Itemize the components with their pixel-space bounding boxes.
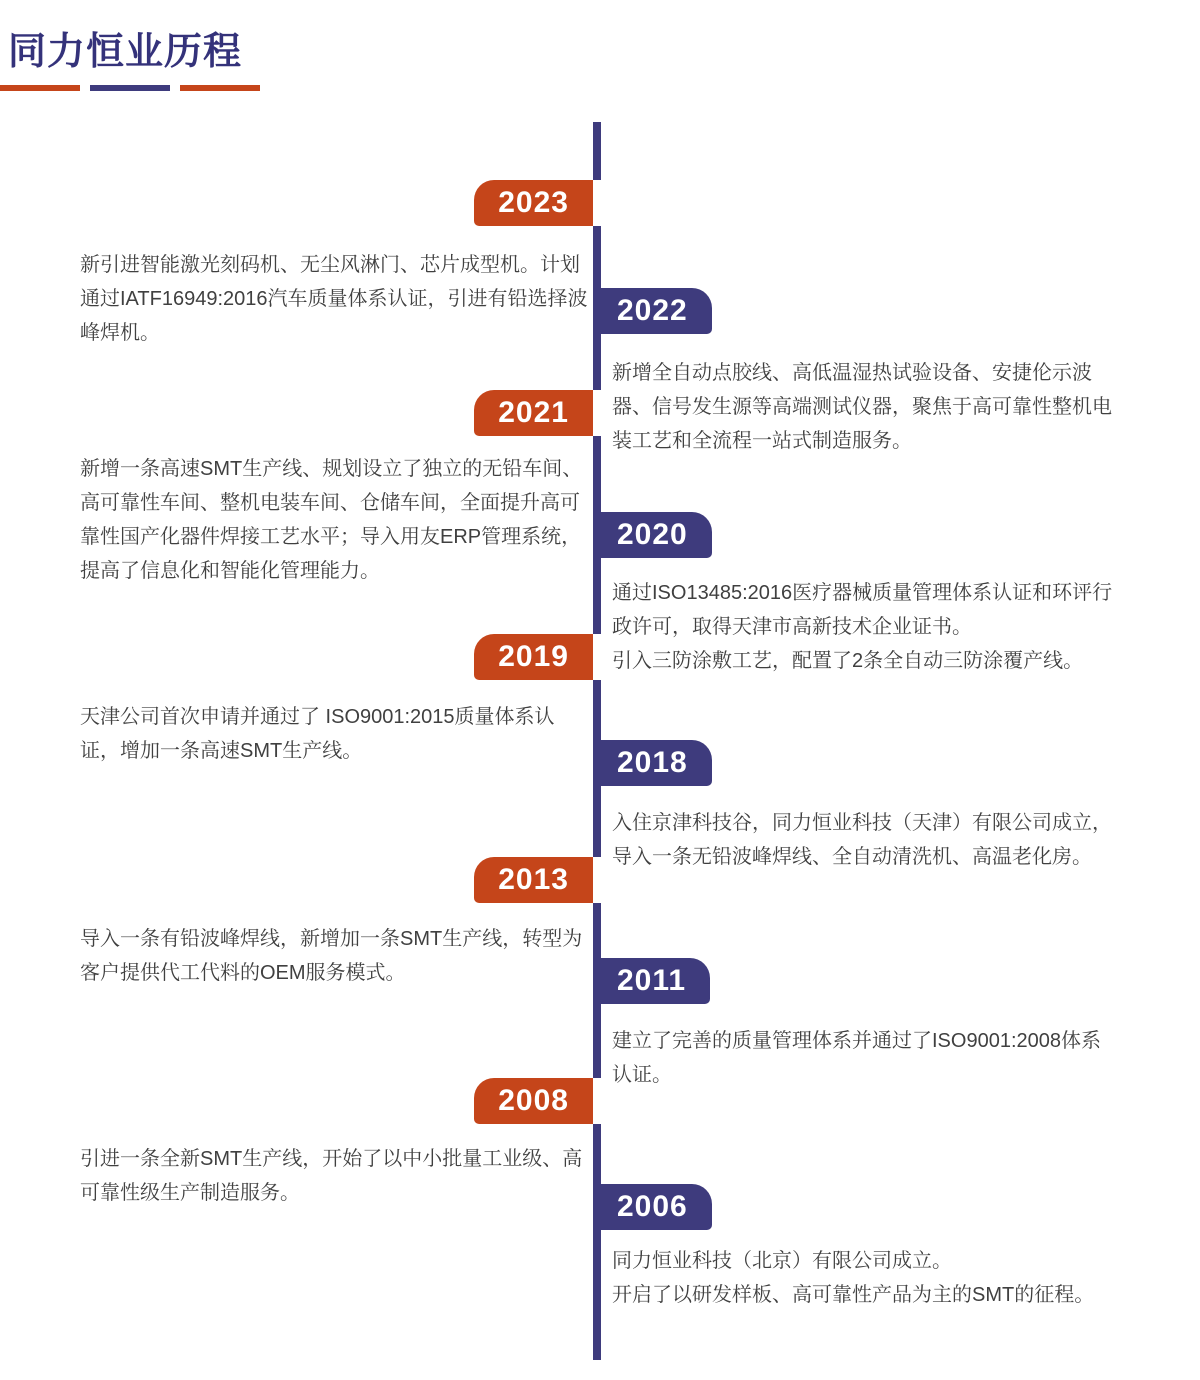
milestone-text	[80, 700, 593, 768]
underline-dash-indigo	[90, 85, 170, 91]
timeline-entry-2022	[593, 288, 1123, 458]
year-badge: 2020	[593, 512, 712, 558]
milestone-paragraph: 建立了完善的质量管理体系并通过了ISO9001:2008体系认证。	[612, 1030, 1101, 1086]
milestone-paragraph: 通过ISO13485:2016医疗器械质量管理体系认证和环评行政许可，取得天津市高新技术企业证书。	[612, 582, 1113, 638]
timeline-entry-2021	[80, 390, 593, 588]
milestone-text	[612, 806, 1120, 874]
year-badge: 2018	[593, 740, 712, 786]
milestone-paragraph: 新引进智能激光刻码机、无尘风淋门、芯片成型机。计划通过IATF16949:2016汽车质量体系认证，引进有铅选择波峰焊机。	[80, 254, 588, 344]
milestone-paragraph: 导入一条有铅波峰焊线，新增加一条SMT生产线，转型为客户提供代工代料的OEM服务模式。	[80, 928, 583, 984]
timeline-entry-2011	[593, 958, 1123, 1092]
milestone-text	[612, 1244, 1120, 1312]
timeline-entry-2006	[593, 1184, 1123, 1312]
timeline-entry-2008	[80, 1078, 593, 1210]
milestone-paragraph: 引进一条全新SMT生产线，开始了以中小批量工业级、高可靠性级生产制造服务。	[80, 1148, 583, 1204]
milestone-text	[80, 248, 593, 350]
underline-dash-orange	[180, 85, 260, 91]
page-title: 同力恒业历程	[8, 31, 243, 73]
milestone-paragraph: 开启了以研发样板、高可靠性产品为主的SMT的征程。	[612, 1284, 1095, 1306]
milestone-text	[80, 922, 593, 990]
timeline-entry-2019	[80, 634, 593, 768]
axis-gap	[593, 390, 601, 436]
milestone-paragraph: 天津公司首次申请并通过了 ISO9001:2015质量体系认证，增加一条高速SMT生产线。	[80, 706, 555, 762]
milestone-text	[80, 1142, 593, 1210]
year-badge: 2013	[474, 857, 593, 903]
year-badge: 2023	[474, 180, 593, 226]
axis-gap	[593, 180, 601, 226]
timeline-entry-2018	[593, 740, 1123, 874]
milestone-paragraph: 新增一条高速SMT生产线、规划设立了独立的无铅车间、高可靠性车间、整机电装车间、仓储车间，全面提升高可靠性国产化器件焊接工艺水平；导入用友ERP管理系统，提高了信息化和智能化管理能力。	[80, 458, 583, 582]
milestone-text	[612, 576, 1120, 678]
year-badge: 2021	[474, 390, 593, 436]
milestone-paragraph: 引入三防涂敷工艺，配置了2条全自动三防涂覆产线。	[612, 650, 1084, 672]
milestone-paragraph: 同力恒业科技（北京）有限公司成立。	[612, 1250, 952, 1272]
timeline-entry-2023	[80, 180, 593, 350]
year-badge: 2022	[593, 288, 712, 334]
year-badge: 2019	[474, 634, 593, 680]
milestone-paragraph: 新增全自动点胶线、高低温湿热试验设备、安捷伦示波器、信号发生源等高端测试仪器，聚焦于高可靠性整机电装工艺和全流程一站式制造服务。	[612, 362, 1112, 452]
timeline-entry-2013	[80, 857, 593, 990]
year-badge: 2006	[593, 1184, 712, 1230]
underline-dash-orange	[0, 85, 80, 91]
axis-gap	[593, 1078, 601, 1124]
title-underline-dashes	[0, 85, 260, 91]
milestone-paragraph: 入住京津科技谷，同力恒业科技（天津）有限公司成立，导入一条无铅波峰焊线、全自动清洗机、高温老化房。	[612, 812, 1112, 868]
year-badge: 2011	[593, 958, 710, 1004]
milestone-text	[612, 1024, 1120, 1092]
milestone-text	[80, 452, 593, 588]
axis-gap	[593, 857, 601, 903]
timeline-entry-2020	[593, 512, 1123, 678]
year-badge: 2008	[474, 1078, 593, 1124]
milestone-text	[612, 356, 1120, 458]
axis-gap	[593, 634, 601, 680]
